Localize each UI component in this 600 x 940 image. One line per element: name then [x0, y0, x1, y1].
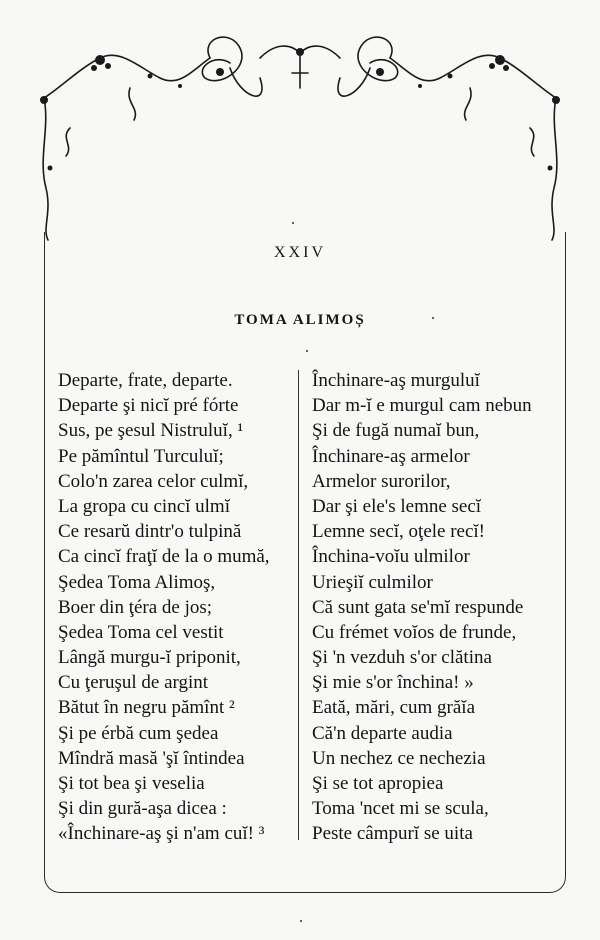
verse-line: Armelor surorilor,: [312, 470, 451, 492]
verse-line: Dar şi ele's lemne secĭ: [312, 495, 482, 517]
verse-line: Departe şi nicĭ pré fórte: [58, 395, 239, 417]
verse-line: Sus, pe şesul Nistruluĭ, ¹: [58, 420, 244, 442]
verse-line: Departe, frate, departe.: [58, 370, 233, 391]
verse-line: Pe pămîntul Turculuĭ;: [58, 445, 224, 467]
verse-line: La gropa cu cincĭ ulmĭ: [58, 495, 230, 517]
verse-line: Şi tot bea şi veselia: [58, 773, 205, 794]
column-divider: [298, 370, 299, 840]
verse-line: Toma 'ncet mi se scula,: [312, 798, 489, 820]
left-column: [58, 368, 270, 847]
verse-line: Peste câmpurĭ se uita: [312, 823, 473, 845]
verse-line: Că'n departe audia: [312, 722, 453, 744]
verse-line: Ce resarŭ dintr'o tulpină: [58, 521, 242, 543]
verse-line: Şi de fugă numaĭ bun,: [312, 420, 480, 442]
verse-line: Urieşiĭ culmilor: [312, 571, 433, 593]
verse-line: Şedea Toma cel vestit: [58, 621, 224, 643]
verse-line: «Închinare-aş şi n'am cuĭ! ³: [58, 823, 265, 845]
verse-line: Că sunt gata se'mĭ respunde: [312, 596, 524, 618]
verse-line: Şi se tot apropiea: [312, 773, 444, 794]
verse-line: Boer din ţéra de jos;: [58, 596, 213, 618]
verse-line: Lângă murgu-ĭ priponit,: [58, 647, 241, 669]
print-speck: [306, 350, 308, 352]
verse-line: Închina-voĭu ulmilor: [312, 546, 470, 568]
verse-line: Mîndră masă 'şĭ întindea: [58, 747, 245, 769]
verse-line: Lemne secĭ, oţele recĭ!: [312, 521, 486, 543]
verse-line: Cu frémet voĭos de frunde,: [312, 621, 517, 643]
verse-line: Închinare-aş armelor: [312, 445, 470, 467]
verse-line: Dar m-ĭ e murgul cam nebun: [312, 395, 532, 417]
verse-line: Eată, mări, cum grăĭa: [312, 697, 476, 719]
print-speck: [292, 222, 294, 224]
verse-line: Cu ţeruşul de argint: [58, 672, 209, 694]
print-speck: [300, 920, 302, 922]
verse-line: Şi pe érbă cum şedea: [58, 722, 219, 744]
right-column: [312, 368, 532, 847]
verse-line: Şedea Toma Alimoş,: [58, 571, 216, 593]
verse-line: Şi mie s'or închina! »: [312, 672, 474, 694]
verse-line: Colo'n zarea celor culmĭ,: [58, 470, 249, 492]
floral-garland-ornament: [30, 28, 570, 243]
verse-line: Ca cincĭ fraţĭ de la o mumă,: [58, 546, 270, 568]
verse-line: Un nechez ce nechezia: [312, 747, 486, 769]
verse-line: Şi din gură-aşa dicea :: [58, 798, 227, 820]
verse-line: Bătut în negru pămînt ²: [58, 697, 235, 719]
verse-line: Şi 'n vezduh s'or clătina: [312, 647, 492, 669]
verse-line: Închinare-aş murguluĭ: [312, 370, 480, 391]
print-speck: [432, 317, 434, 319]
poem-title: TOMA ALIMOȘ: [234, 312, 366, 328]
chapter-number: XXIV: [274, 244, 326, 261]
